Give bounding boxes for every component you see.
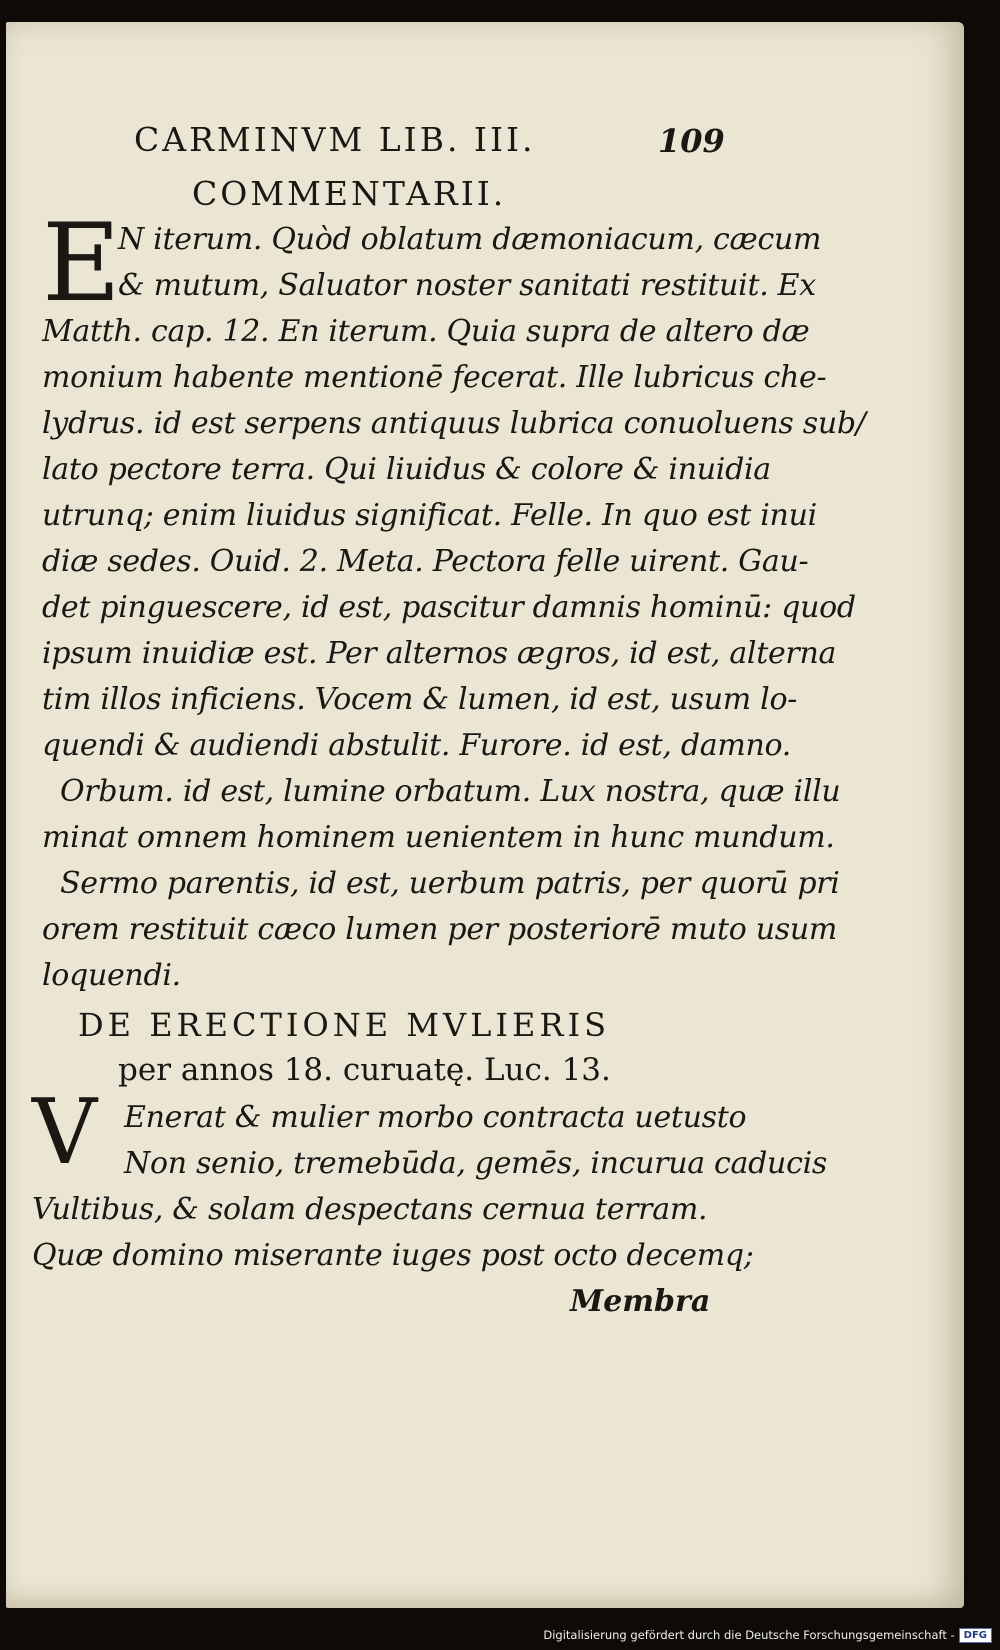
commentary-line: Orbum. id est, lumine orbatum. Lux nostra, quæ illu (60, 774, 841, 809)
commentary-title: COMMENTARII. (192, 174, 507, 213)
commentary-line: Sermo parentis, id est, uerbum patris, per quorū pri (60, 866, 840, 901)
commentary-line: & mutum, Saluator noster sanitati restituit. Ex (118, 268, 816, 303)
digitization-credit (543, 1626, 992, 1644)
poem-line: Enerat & mulier morbo contracta uetusto (124, 1100, 747, 1135)
poem-line: Vultibus, & solam despectans cernua terram. (32, 1192, 708, 1227)
credit-text: Digitalisierung gefördert durch die Deutsche Forschungsgemeinschaft - (543, 1628, 955, 1642)
poem-line: Quæ domino miserante iuges post octo decemq; (32, 1238, 754, 1273)
page-number: 109 (658, 122, 725, 160)
dfg-logo: DFG (959, 1628, 992, 1643)
commentary-line: loquendi. (42, 958, 181, 993)
commentary-line: orem restituit cæco lumen per posteriorē muto usum (42, 912, 838, 947)
drop-cap-v: V (32, 1080, 97, 1185)
commentary-line: tim illos inficiens. Vocem & lumen, id est, usum lo- (42, 682, 798, 717)
poem-subtitle: per annos 18. curuatę. Luc. 13. (118, 1052, 611, 1088)
catchword: Membra (570, 1284, 711, 1319)
commentary-line: lydrus. id est serpens antiquus lubrica conuoluens sub/ (42, 406, 866, 441)
running-title: CARMINVM LIB. III. (134, 120, 536, 159)
drop-cap-e: E (42, 201, 121, 326)
commentary-line: ipsum inuidiæ est. Per alternos ægros, id est, alterna (42, 636, 837, 671)
commentary-line: minat omnem hominem uenientem in hunc mundum. (42, 820, 835, 855)
commentary-line: utrunq; enim liuidus significat. Felle. In quo est inui (42, 498, 817, 533)
commentary-line: quendi & audiendi abstulit. Furore. id est, damno. (42, 728, 792, 763)
book-page (6, 22, 964, 1608)
poem-line: Non senio, tremebūda, gemēs, incurua caducis (124, 1146, 827, 1181)
commentary-line: monium habente mentionē fecerat. Ille lubricus che- (42, 360, 827, 395)
poem-title: DE ERECTIONE MVLIERIS (78, 1006, 611, 1044)
commentary-line: Matth. cap. 12. En iterum. Quia supra de altero dæ (42, 314, 810, 349)
commentary-line: det pinguescere, id est, pascitur damnis hominū: quod (42, 590, 856, 625)
commentary-line: lato pectore terra. Qui liuidus & colore & inuidia (42, 452, 771, 487)
commentary-line: diæ sedes. Ouid. 2. Meta. Pectora felle uirent. Gau- (42, 544, 809, 579)
commentary-line: N iterum. Quòd oblatum dæmoniacum, cæcum (118, 222, 822, 257)
